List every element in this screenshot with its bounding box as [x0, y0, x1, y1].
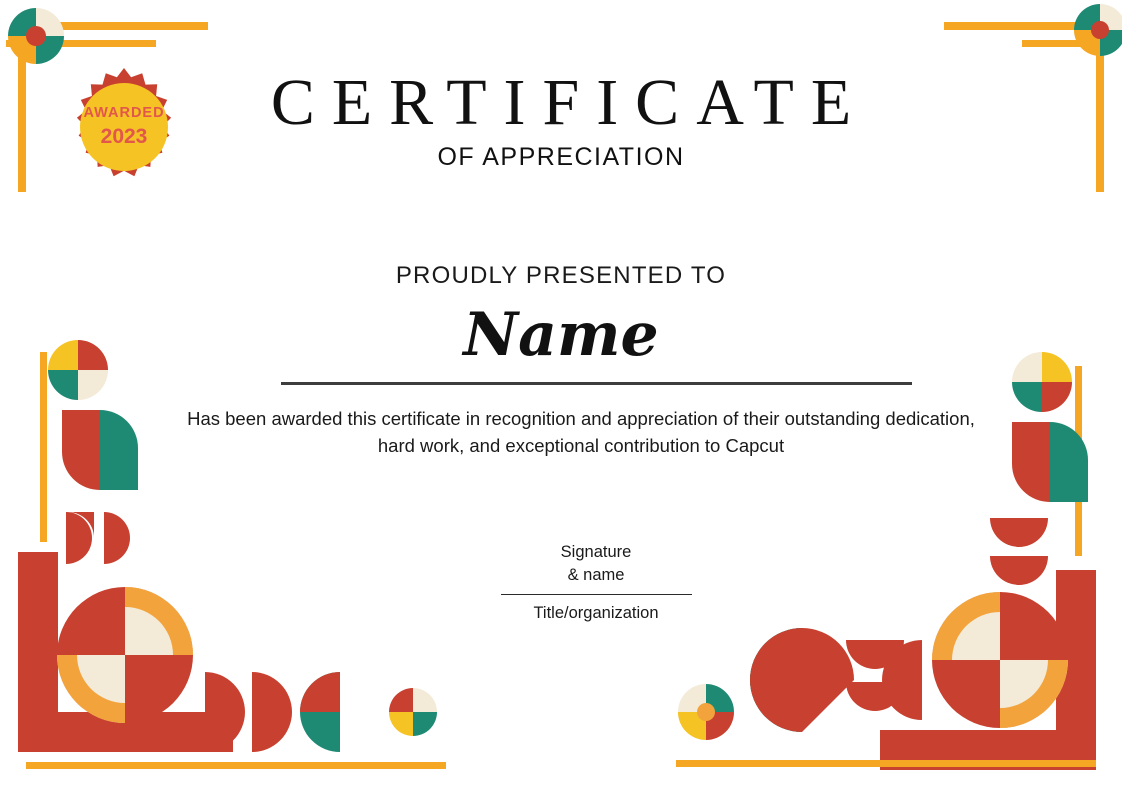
citation-text: Has been awarded this certificate in recognition and appreciation of their outstanding dedication, hard work, and exceptional contribution to Capcut [187, 408, 975, 456]
title-block [0, 68, 1122, 172]
signature-name-line-1: Signature [560, 543, 632, 561]
badge-year: 2023 [100, 125, 148, 148]
name-underline [281, 382, 912, 385]
recipient-name: Name [463, 300, 659, 370]
certificate-title: CERTIFICATE [270, 66, 869, 139]
bottom-left-corner-ornament [18, 340, 446, 769]
signature-block [446, 541, 746, 623]
signature-title-line: Title/organization [533, 604, 659, 623]
presented-to-label: PROUDLY PRESENTED TO [395, 262, 727, 289]
signature-underline [501, 594, 692, 596]
badge-awarded-label: AWARDED [83, 105, 165, 121]
certificate-subtitle: OF APPRECIATION [437, 143, 685, 172]
signature-name-line-2: & name [567, 566, 625, 585]
